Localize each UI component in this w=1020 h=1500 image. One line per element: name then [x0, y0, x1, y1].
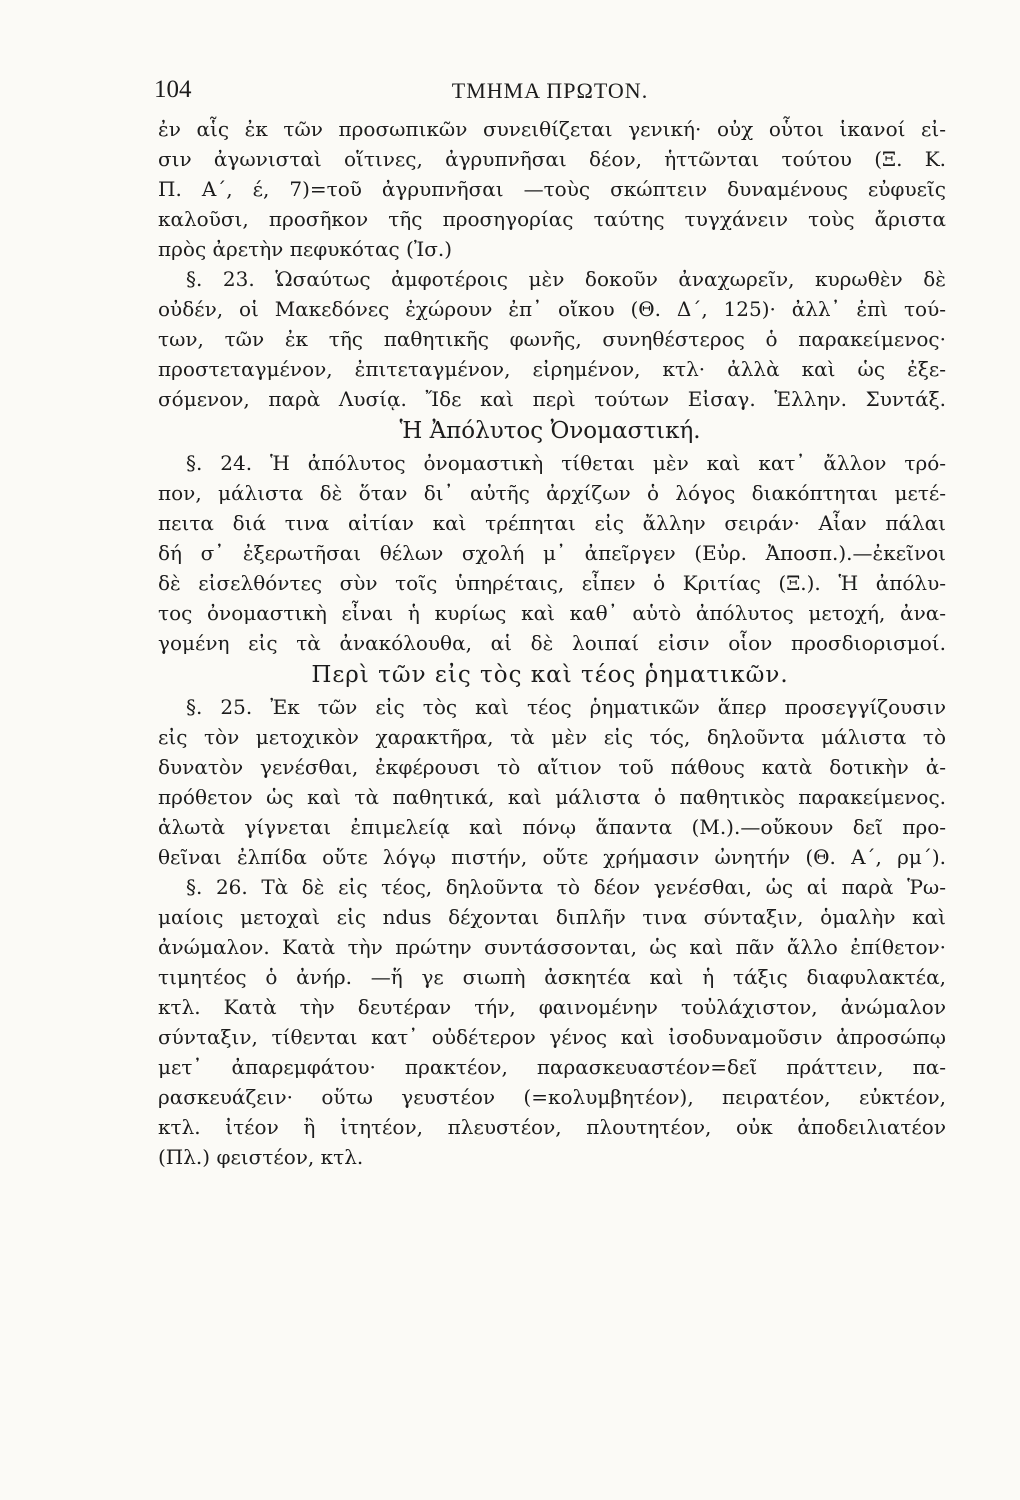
section-23-first-line: §. 23. Ὡσαύτως ἀμφοτέροις μὲν δοκοῦν ἀναχωρεῖν, κυρωθὲν δὲ	[186, 267, 946, 291]
text-line: ἀνώμαλον. Κατὰ τὴν πρώτην συντάσσονται, ὡς καὶ πᾶν ἄλλο ἐπίθετον·	[158, 935, 946, 959]
text-line: σόμενον, παρὰ Λυσίᾳ. Ἴδε καὶ περὶ τούτων Εἰσαγ. Ἑλλην. Συντάξ.	[158, 387, 946, 411]
text-line: μετ᾽ ἀπαρεμφάτου· πρακτέον, παρασκευαστέον=δεῖ πράττειν, πα-	[158, 1055, 946, 1079]
text-line: πειτα διά τινα αἰτίαν καὶ τρέπηται εἰς ἄλλην σειράν· Αἶαν πάλαι	[158, 511, 946, 535]
text-line: πρὸς ἀρετὴν πεφυκότας (Ἰσ.)	[158, 237, 453, 261]
text-line: σύνταξιν, τίθενται κατ᾽ οὐδέτερον γένος καὶ ἰσοδυναμοῦσιν ἀπροσώπῳ	[158, 1025, 946, 1049]
running-title: ΤΜΗΜΑ ΠΡΩΤΟΝ.	[451, 78, 649, 103]
section-25-first-line: §. 25. Ἐκ τῶν εἰς τὸς καὶ τέος ῥηματικῶν ἅπερ προσεγγίζουσιν	[186, 695, 946, 719]
text-line: ἐν αἷς ἐκ τῶν προσωπικῶν συνειθίζεται γενική· οὐχ οὗτοι ἱκανοί εἰ-	[158, 117, 946, 141]
page-header	[150, 68, 950, 114]
text-line: εἰς τὸν μετοχικὸν χαρακτῆρα, τὰ μὲν εἰς τός, δηλοῦντα μάλιστα τὸ	[158, 725, 946, 749]
text-line: δή σ᾽ ἐξερωτῆσαι θέλων σχολή μ᾽ ἀπεῖργεν (Εὐρ. Ἀποσπ.).—ἐκεῖνοι	[158, 541, 946, 565]
text-line: πρόθετον ὡς καὶ τὰ παθητικά, καὶ μάλιστα ὁ παθητικὸς παρακείμενος.	[158, 785, 946, 809]
page-number: 104	[154, 76, 192, 103]
body-text	[150, 114, 950, 1172]
text-line: δυνατὸν γενέσθαι, ἐκφέρουσι τὸ αἴτιον τοῦ πάθους κατὰ δοτικὴν ἀ-	[158, 755, 946, 779]
text-line: (Πλ.) φειστέον, κτλ.	[158, 1145, 364, 1169]
section-heading-absolute-nominative: Ἡ Ἀπόλυτος Ὀνομαστική.	[399, 418, 701, 444]
section-heading-verbals: Περὶ τῶν εἰς τὸς καὶ τέος ῥηματικῶν.	[311, 662, 789, 688]
text-line: μαίοις μετοχαὶ εἰς ndus δέχονται διπλῆν τινα σύνταξιν, ὁμαλὴν καὶ	[158, 905, 946, 929]
text-line: κτλ. ἰτέον ἢ ἰτητέον, πλευστέον, πλουτητέον, οὐκ ἀποδειλιατέον	[158, 1115, 946, 1139]
text-line: οὐδέν, οἱ Μακεδόνες ἐχώρουν ἐπ᾽ οἴκου (Θ. Δ΄, 125)· ἀλλ᾽ ἐπὶ τού-	[158, 297, 946, 321]
text-line: τιμητέος ὁ ἀνήρ. —ἥ γε σιωπὴ ἀσκητέα καὶ ἡ τάξις διαφυλακτέα,	[158, 965, 946, 989]
text-line: σιν ἀγωνισταὶ οἵτινες, ἀγρυπνῆσαι δέον, ἡττῶνται τούτου (Ξ. Κ.	[158, 147, 946, 171]
text-line: ἁλωτὰ γίγνεται ἐπιμελείᾳ καὶ πόνῳ ἅπαντα (Μ.).—οὔκουν δεῖ προ-	[158, 815, 946, 839]
text-line: καλοῦσι, προσῆκον τῆς προσηγορίας ταύτης τυγχάνειν τοὺς ἄριστα	[158, 207, 946, 231]
book-page	[150, 68, 950, 1172]
text-line: προστεταγμένον, ἐπιτεταγμένον, εἰρημένον, κτλ· ἀλλὰ καὶ ὡς ἐξε-	[158, 357, 946, 381]
text-line: των, τῶν ἐκ τῆς παθητικῆς φωνῆς, συνηθέστερος ὁ παρακείμενος·	[158, 327, 946, 351]
text-line: πον, μάλιστα δὲ ὅταν δι᾽ αὐτῆς ἀρχίζων ὁ λόγος διακόπτηται μετέ-	[158, 481, 946, 505]
text-line: θεῖναι ἐλπίδα οὔτε λόγῳ πιστήν, οὔτε χρήμασιν ὠνητήν (Θ. Α΄, ρμ΄).	[158, 845, 946, 869]
text-line: ρασκευάζειν· οὕτω γευστέον (=κολυμβητέον), πειρατέον, εὐκτέον,	[158, 1085, 946, 1109]
text-line: τος ὀνομαστικὴ εἶναι ἡ κυρίως καὶ καθ᾽ αὑτὸ ἀπόλυτος μετοχή, ἀνα-	[158, 601, 946, 625]
text-line: δὲ εἰσελθόντες σὺν τοῖς ὑπηρέταις, εἶπεν ὁ Κριτίας (Ξ.). Ἡ ἀπόλυ-	[158, 571, 946, 595]
section-26-first-line: §. 26. Τὰ δὲ εἰς τέος, δηλοῦντα τὸ δέον γενέσθαι, ὡς αἱ παρὰ Ῥω-	[186, 875, 946, 899]
text-line: κτλ. Κατὰ τὴν δευτέραν τήν, φαινομένην τοὐλάχιστον, ἀνώμαλον	[158, 995, 946, 1019]
text-line: γομένη εἰς τὰ ἀνακόλουθα, αἱ δὲ λοιπαί εἰσιν οἷον προσδιορισμοί.	[158, 631, 946, 655]
text-line: Π. Α΄, έ, 7)=τοῦ ἀγρυπνῆσαι —τοὺς σκώπτειν δυναμένους εὐφυεῖς	[158, 177, 946, 201]
section-24-first-line: §. 24. Ἡ ἀπόλυτος ὀνομαστικὴ τίθεται μὲν καὶ κατ᾽ ἄλλον τρό-	[186, 451, 946, 475]
